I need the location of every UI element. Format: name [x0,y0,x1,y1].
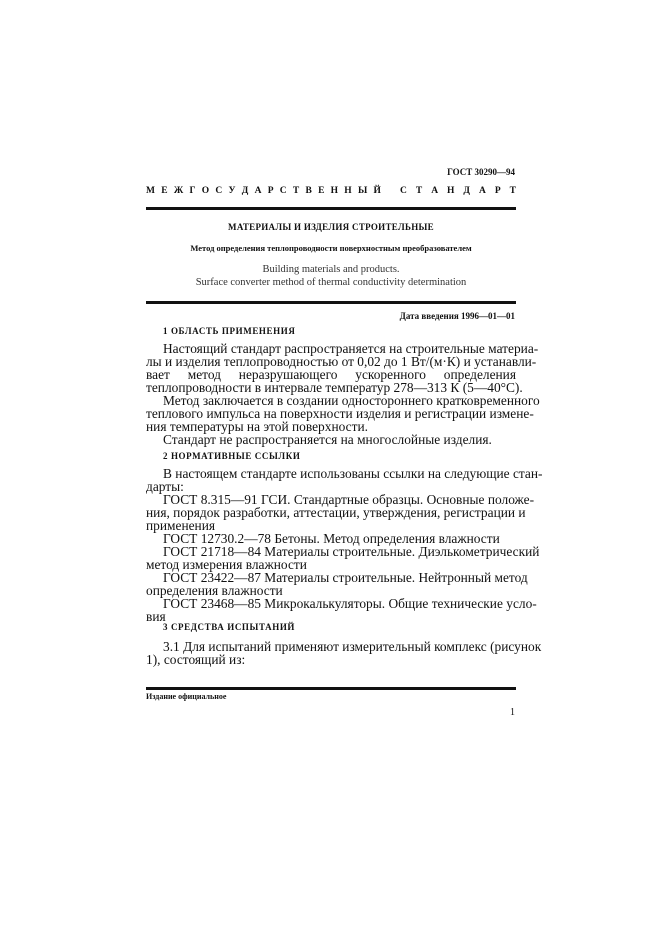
english-title-line-2: Surface converter method of thermal conductivity determination [195,277,467,288]
text-line: 3.1 Для испытаний применяют измерительный комплекс (рисунок [163,639,542,654]
section-heading: 3 СРЕДСТВА ИСПЫТАНИЙ [163,622,296,632]
text-line: вия [146,609,166,624]
text-line: 1), состоящий из: [146,652,246,667]
text-line: вает метод неразрушающего ускоренного определения [146,367,516,382]
page-number: 1 [510,707,515,718]
text-line: ГОСТ 12730.2—78 Бетоны. Метод определения влажности [163,531,500,546]
text-line: В настоящем стандарте использованы ссылки на следующие стан- [163,466,543,481]
text-line: применения [146,518,216,533]
text-line: ГОСТ 23422—87 Материалы строительные. Нейтронный метод [163,570,528,585]
document-subtitle: Метод определения теплопроводности поверхностным преобразователем [190,243,472,253]
divider [146,301,516,304]
text-line: Настоящий стандарт распространяется на строительные материа- [163,341,539,356]
text-line: Стандарт не распространяется на многослойные изделия. [163,432,492,447]
text-line: ГОСТ 23468—85 Микрокалькуляторы. Общие технические усло- [163,596,537,611]
text-line: ния, порядок разработки, аттестации, утверждения, регистрации и [146,505,526,520]
introduction-date: Дата введения 1996—01—01 [399,311,515,321]
text-line: определения влажности [146,583,283,598]
standard-type: М Е Ж Г О С У Д А Р С Т В Е Н Н Ы Й С Т А Н Д А Р Т [146,186,516,196]
document-title: МАТЕРИАЛЫ И ИЗДЕЛИЯ СТРОИТЕЛЬНЫЕ [228,222,434,232]
text-line: ГОСТ 21718—84 Материалы строительные. Диэлькометрический [163,544,540,559]
text-line: дарты: [146,479,184,494]
text-line: ния температуры на этой поверхности. [146,419,368,434]
document-number: ГОСТ 30290—94 [447,167,515,177]
text-line: теплопроводности в интервале температур 278—313 К (5—40°С). [146,380,523,395]
text-line: теплового импульса на поверхности изделия и регистрации измене- [146,406,534,421]
section-heading: 2 НОРМАТИВНЫЕ ССЫЛКИ [163,451,301,461]
section-heading: 1 ОБЛАСТЬ ПРИМЕНЕНИЯ [163,326,296,336]
footer-divider [146,687,516,690]
text-line: лы и изделия теплопроводностью от 0,02 до 1 Вт/(м·К) и устанавли- [146,354,537,369]
english-title-line-1: Building materials and products. [262,264,400,275]
text-line: Метод заключается в создании одностороннего кратковременного [163,393,540,408]
divider [146,207,516,210]
text-line: ГОСТ 8.315—91 ГСИ. Стандартные образцы. Основные положе- [163,492,535,507]
text-line: метод измерения влажности [146,557,307,572]
edition-label: Издание официальное [146,692,227,701]
